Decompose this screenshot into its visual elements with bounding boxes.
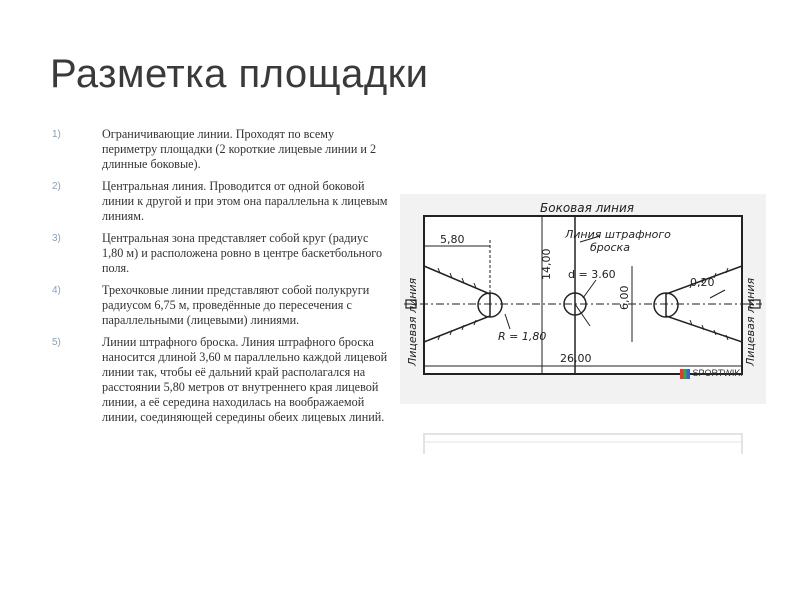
dim-d-3-60-label: d = 3.60 <box>568 268 616 281</box>
list-text: Трехочковые линии представляют собой полукруги радиусом 6,75 м, проведённые до пересечения с параллельными (лицевыми) линиями. <box>102 283 370 327</box>
list-item <box>52 127 392 172</box>
side-line-label: Боковая линия <box>540 201 634 215</box>
diagram-reflection <box>400 404 766 454</box>
list-number: 1) <box>52 129 61 140</box>
list-number: 2) <box>52 181 61 192</box>
slide-title: Разметка площадки <box>50 52 429 96</box>
markings-list <box>52 127 392 432</box>
list-number: 4) <box>52 285 61 296</box>
end-line-left-label: Лицевая линия <box>406 277 419 366</box>
dim-14-00-label: 14,00 <box>540 248 553 280</box>
free-throw-line-label: Линия штрафного <box>565 228 671 241</box>
dim-5-80-label: 5,80 <box>440 233 465 246</box>
list-number: 5) <box>52 337 61 348</box>
list-item <box>52 283 392 328</box>
dim-6-00-label: 6,00 <box>618 285 631 310</box>
dim-26-00-label: 26,00 <box>560 352 592 365</box>
dim-R-1-80-label: R = 1,80 <box>498 330 547 343</box>
sportwiki-logo <box>680 368 743 379</box>
list-item <box>52 335 392 425</box>
list-number: 3) <box>52 233 61 244</box>
list-text: Линии штрафного броска. Линия штрафного броска наносится длиной 3,60 м параллельно каждой лицевой линии так, чтобы её дальний край располагался на расстоянии 5,80 метров от внутреннего края лицевой линии, а её середина находилась на воображаемой линии, соединяющей середины обеих лицевых линий. <box>102 335 388 424</box>
list-text: Центральная зона представляет собой круг (радиус 1,80 м) и расположена ровно в центре баскетбольного поля. <box>102 231 383 275</box>
list-text: Ограничивающие линии. Проходят по всему периметру площадки (2 короткие лицевые линии и 2 длинные боковые). <box>102 127 377 171</box>
list-text: Центральная линия. Проводится от одной боковой линии к другой и при этом она параллельна к лицевым линиям. <box>102 179 388 223</box>
list-item <box>52 179 392 224</box>
end-line-right-label: Лицевая линия <box>744 277 757 366</box>
logo-text: SPORTWIKI <box>692 368 743 378</box>
free-throw-line-label-2: броска <box>590 241 630 254</box>
list-item <box>52 231 392 276</box>
dim-0-20-label: 0,20 <box>690 276 715 289</box>
logo-mark-icon <box>680 369 690 379</box>
